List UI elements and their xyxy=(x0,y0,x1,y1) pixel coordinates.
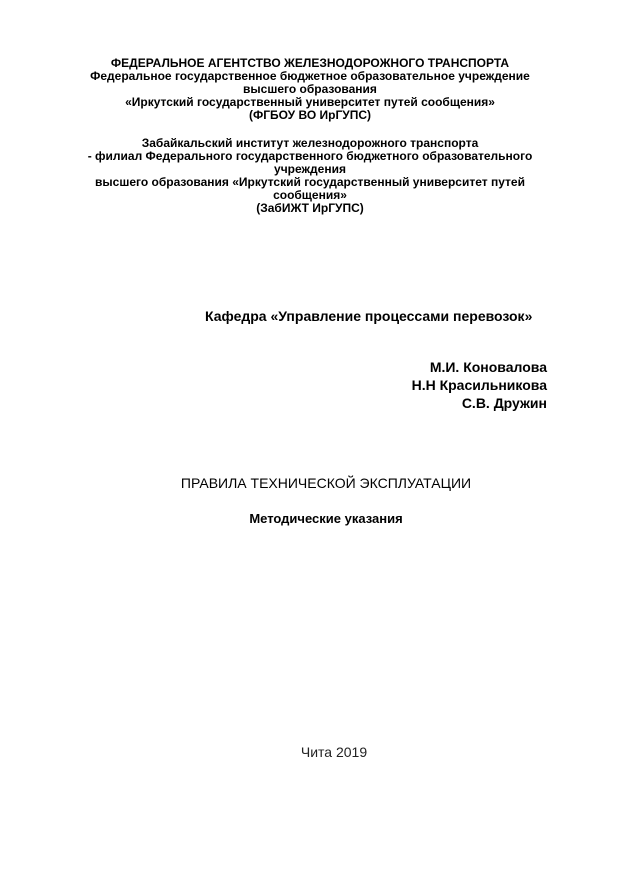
city-year: Чита 2019 xyxy=(300,744,368,760)
header-line: ФЕДЕРАЛЬНОЕ АГЕНТСТВО ЖЕЛЕЗНОДОРОЖНОГО ТРАНСПОРТА xyxy=(110,56,510,70)
institute-line: сообщения» xyxy=(273,188,347,202)
institute-line: высшего образования «Иркутский государственный университет путей xyxy=(95,175,525,189)
document-title: ПРАВИЛА ТЕХНИЧЕСКОЙ ЭКСПЛУАТАЦИИ xyxy=(180,475,472,491)
institute-line: (ЗабИЖТ ИрГУПС) xyxy=(256,201,364,215)
header-line: «Иркутский государственный университет путей сообщения» xyxy=(125,95,495,109)
header-line: Федеральное государственное бюджетное образовательное учреждение xyxy=(90,69,530,83)
institute-line: Забайкальский институт железнодорожного транспорта xyxy=(141,136,479,150)
department-name: Кафедра «Управление процессами перевозок» xyxy=(205,308,533,324)
institute-line: учреждения xyxy=(274,162,346,176)
ministry-header xyxy=(0,57,620,122)
document-subtitle: Методические указания xyxy=(249,511,403,526)
author-name: М.И. Коновалова xyxy=(429,359,547,375)
author-name: Н.Н Красильникова xyxy=(411,377,547,393)
header-line: (ФГБОУ ВО ИрГУПС) xyxy=(248,108,372,122)
author-name: С.В. Дружин xyxy=(461,395,547,411)
header-line: высшего образования xyxy=(243,82,377,96)
institute-line: - филиал Федерального государственного бюджетного образовательного xyxy=(87,149,533,163)
authors-list xyxy=(412,358,547,412)
institute-header xyxy=(0,137,620,215)
